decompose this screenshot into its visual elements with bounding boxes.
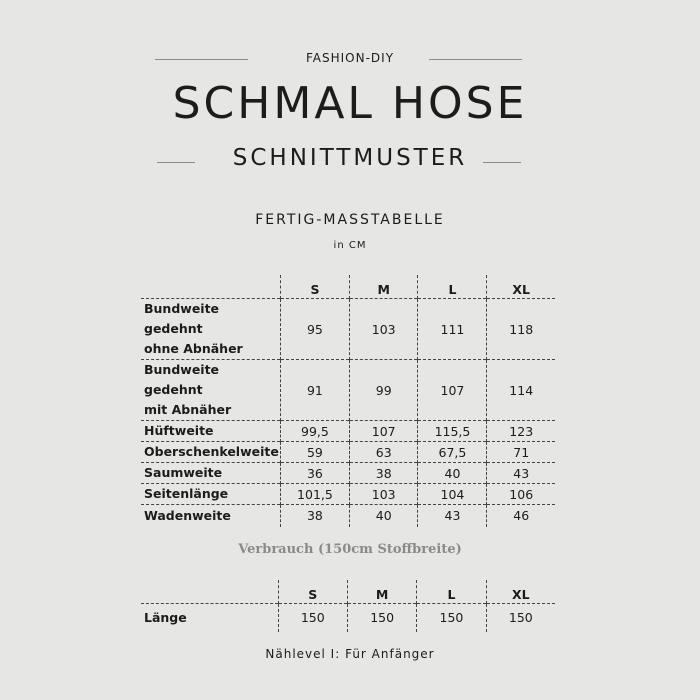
row-label xyxy=(141,299,280,360)
row-label-line: Oberschenkelweite xyxy=(144,444,279,459)
value-cell: 150 xyxy=(347,604,416,632)
row-label-line: Länge xyxy=(144,609,187,625)
value-cell: 38 xyxy=(280,505,349,527)
value-cell: 123 xyxy=(487,421,555,442)
value-cell: 95 xyxy=(280,299,349,360)
brand-rule-right xyxy=(429,59,522,60)
size-header-xl: XL xyxy=(487,275,555,299)
page-title: SCHMAL HOSE xyxy=(172,78,528,129)
row-label xyxy=(141,463,280,484)
value-cell: 150 xyxy=(417,604,486,632)
value-cell: 36 xyxy=(280,463,349,484)
header-corner xyxy=(141,580,278,604)
fabric-table-header-row xyxy=(141,580,555,604)
table-row xyxy=(141,360,555,421)
header-corner xyxy=(141,275,280,299)
size-header-m: M xyxy=(347,580,416,604)
value-cell: 106 xyxy=(487,484,555,505)
value-cell: 103 xyxy=(349,299,418,360)
brand-label: FASHION-DIY xyxy=(305,51,395,65)
row-label-line: Wadenweite xyxy=(144,507,231,523)
value-cell: 91 xyxy=(280,360,349,421)
value-cell: 63 xyxy=(349,442,418,463)
table-row xyxy=(141,442,555,463)
row-label xyxy=(141,442,280,463)
subtitle-rule-right xyxy=(483,162,521,163)
value-cell: 67,5 xyxy=(418,442,487,463)
value-cell: 150 xyxy=(278,604,347,632)
value-cell: 115,5 xyxy=(418,421,487,442)
row-label-line: Bundweite gedehnt xyxy=(144,301,220,336)
value-cell: 114 xyxy=(487,360,555,421)
value-cell: 101,5 xyxy=(280,484,349,505)
value-cell: 59 xyxy=(280,442,349,463)
value-cell: 71 xyxy=(487,442,555,463)
value-cell: 118 xyxy=(487,299,555,360)
value-cell: 111 xyxy=(418,299,487,360)
row-label xyxy=(141,421,280,442)
measure-table xyxy=(141,275,555,527)
row-label-line: Seitenlänge xyxy=(144,486,229,501)
row-label xyxy=(141,484,280,505)
page-subtitle: SCHNITTMUSTER xyxy=(232,145,468,171)
size-header-s: S xyxy=(278,580,347,604)
value-cell: 103 xyxy=(349,484,418,505)
measure-table-header-row xyxy=(141,275,555,299)
value-cell: 43 xyxy=(487,463,555,484)
sewing-level: Nählevel I: Für Anfänger xyxy=(265,647,435,661)
table-row xyxy=(141,299,555,360)
row-label-line: Bundweite gedehnt xyxy=(144,362,220,397)
row-label xyxy=(141,360,280,421)
size-header-m: M xyxy=(349,275,418,299)
row-label-line: Hüftweite xyxy=(144,423,214,438)
value-cell: 38 xyxy=(349,463,418,484)
fabric-table xyxy=(141,580,555,632)
value-cell: 107 xyxy=(418,360,487,421)
table-row xyxy=(141,484,555,505)
size-header-s: S xyxy=(280,275,349,299)
size-header-l: L xyxy=(418,275,487,299)
value-cell: 107 xyxy=(349,421,418,442)
value-cell: 46 xyxy=(487,505,555,527)
value-cell: 150 xyxy=(486,604,555,632)
row-label xyxy=(141,505,280,527)
row-label xyxy=(141,604,278,632)
row-label-line: ohne Abnäher xyxy=(144,341,243,356)
value-cell: 40 xyxy=(349,505,418,527)
fabric-table-title: Verbrauch (150cm Stoffbreite) xyxy=(238,542,462,557)
row-label-line: Saumweite xyxy=(144,465,223,480)
table-row xyxy=(141,463,555,484)
measure-table-title: FERTIG-MASSTABELLE xyxy=(255,212,445,228)
table-row xyxy=(141,505,555,527)
value-cell: 40 xyxy=(418,463,487,484)
value-cell: 43 xyxy=(418,505,487,527)
table-row xyxy=(141,421,555,442)
value-cell: 104 xyxy=(418,484,487,505)
table-row xyxy=(141,604,555,632)
row-label-line: mit Abnäher xyxy=(144,402,232,417)
size-header-xl: XL xyxy=(486,580,555,604)
value-cell: 99 xyxy=(349,360,418,421)
value-cell: 99,5 xyxy=(280,421,349,442)
measure-table-unit: in CM xyxy=(333,240,367,251)
size-header-l: L xyxy=(417,580,486,604)
